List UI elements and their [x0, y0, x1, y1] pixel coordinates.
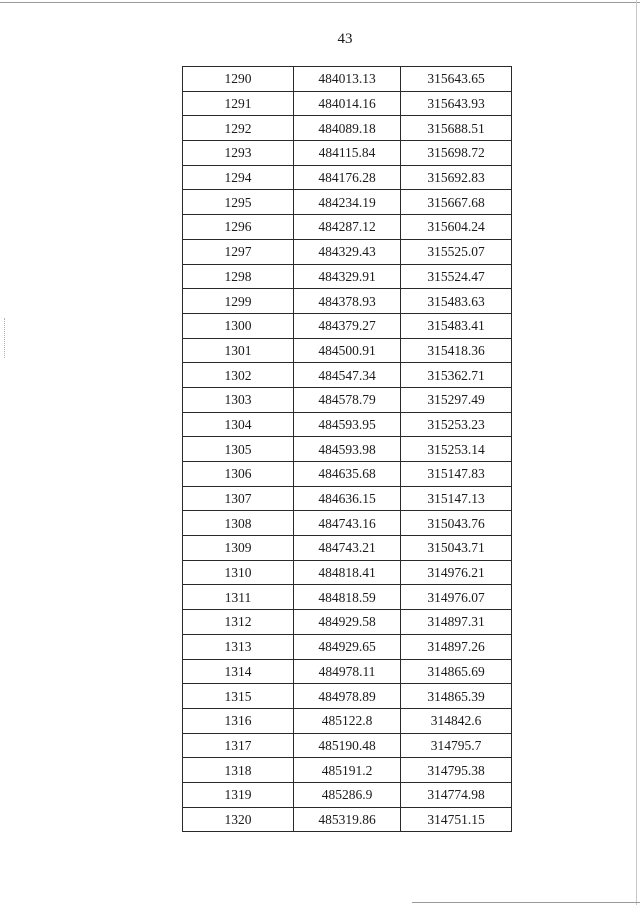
y-coordinate-cell: 315043.76: [401, 511, 512, 536]
y-coordinate-cell: 315643.93: [401, 91, 512, 116]
y-coordinate-cell: 315147.83: [401, 462, 512, 487]
point-number-cell: 1315: [183, 684, 294, 709]
x-coordinate-cell: 484929.58: [294, 610, 401, 635]
table-row: [183, 363, 512, 388]
y-coordinate-cell: 314865.69: [401, 659, 512, 684]
y-coordinate-cell: 315524.47: [401, 264, 512, 289]
point-number-cell: 1312: [183, 610, 294, 635]
table-row: [183, 486, 512, 511]
point-number-cell: 1311: [183, 585, 294, 610]
table-row: [183, 165, 512, 190]
x-coordinate-cell: 485122.8: [294, 708, 401, 733]
y-coordinate-cell: 315483.63: [401, 289, 512, 314]
page-edge-left: [4, 318, 5, 358]
x-coordinate-cell: 485190.48: [294, 733, 401, 758]
x-coordinate-cell: 484636.15: [294, 486, 401, 511]
x-coordinate-cell: 484013.13: [294, 67, 401, 92]
table-row: [183, 141, 512, 166]
point-number-cell: 1309: [183, 536, 294, 561]
y-coordinate-cell: 315525.07: [401, 239, 512, 264]
point-number-cell: 1306: [183, 462, 294, 487]
table-row: [183, 313, 512, 338]
y-coordinate-cell: 314976.07: [401, 585, 512, 610]
x-coordinate-cell: 484500.91: [294, 338, 401, 363]
table-row: [183, 807, 512, 832]
x-coordinate-cell: 485286.9: [294, 782, 401, 807]
point-number-cell: 1310: [183, 560, 294, 585]
x-coordinate-cell: 484234.19: [294, 190, 401, 215]
x-coordinate-cell: 484818.41: [294, 560, 401, 585]
y-coordinate-cell: 315483.41: [401, 313, 512, 338]
x-coordinate-cell: 484329.91: [294, 264, 401, 289]
y-coordinate-cell: 315643.65: [401, 67, 512, 92]
coordinates-table: [182, 66, 512, 832]
table-row: [183, 387, 512, 412]
x-coordinate-cell: 484743.21: [294, 536, 401, 561]
y-coordinate-cell: 315604.24: [401, 215, 512, 240]
table-row: [183, 758, 512, 783]
point-number-cell: 1307: [183, 486, 294, 511]
y-coordinate-cell: 315253.14: [401, 437, 512, 462]
y-coordinate-cell: 315688.51: [401, 116, 512, 141]
table-row: [183, 116, 512, 141]
y-coordinate-cell: 314795.7: [401, 733, 512, 758]
point-number-cell: 1300: [183, 313, 294, 338]
y-coordinate-cell: 315253.23: [401, 412, 512, 437]
y-coordinate-cell: 315147.13: [401, 486, 512, 511]
point-number-cell: 1293: [183, 141, 294, 166]
y-coordinate-cell: 314842.6: [401, 708, 512, 733]
x-coordinate-cell: 484379.27: [294, 313, 401, 338]
table-row: [183, 412, 512, 437]
point-number-cell: 1316: [183, 708, 294, 733]
x-coordinate-cell: 484578.79: [294, 387, 401, 412]
table-row: [183, 536, 512, 561]
point-number-cell: 1292: [183, 116, 294, 141]
point-number-cell: 1318: [183, 758, 294, 783]
x-coordinate-cell: 484635.68: [294, 462, 401, 487]
y-coordinate-cell: 315692.83: [401, 165, 512, 190]
x-coordinate-cell: 485191.2: [294, 758, 401, 783]
page-edge-right: [636, 0, 637, 905]
y-coordinate-cell: 314897.31: [401, 610, 512, 635]
coordinates-table-body: [183, 67, 512, 832]
table-row: [183, 634, 512, 659]
point-number-cell: 1314: [183, 659, 294, 684]
table-row: [183, 684, 512, 709]
y-coordinate-cell: 315698.72: [401, 141, 512, 166]
point-number-cell: 1319: [183, 782, 294, 807]
table-row: [183, 659, 512, 684]
y-coordinate-cell: 315418.36: [401, 338, 512, 363]
x-coordinate-cell: 484176.28: [294, 165, 401, 190]
point-number-cell: 1317: [183, 733, 294, 758]
x-coordinate-cell: 484978.11: [294, 659, 401, 684]
page-edge-bottom: [412, 902, 640, 903]
x-coordinate-cell: 484329.43: [294, 239, 401, 264]
y-coordinate-cell: 314795.38: [401, 758, 512, 783]
x-coordinate-cell: 485319.86: [294, 807, 401, 832]
point-number-cell: 1308: [183, 511, 294, 536]
point-number-cell: 1313: [183, 634, 294, 659]
y-coordinate-cell: 315043.71: [401, 536, 512, 561]
table-row: [183, 264, 512, 289]
point-number-cell: 1304: [183, 412, 294, 437]
y-coordinate-cell: 314976.21: [401, 560, 512, 585]
x-coordinate-cell: 484978.89: [294, 684, 401, 709]
page-number: 43: [337, 31, 353, 47]
y-coordinate-cell: 315362.71: [401, 363, 512, 388]
page-edge-top: [0, 2, 640, 3]
table-row: [183, 437, 512, 462]
y-coordinate-cell: 314774.98: [401, 782, 512, 807]
x-coordinate-cell: 484547.34: [294, 363, 401, 388]
point-number-cell: 1302: [183, 363, 294, 388]
table-row: [183, 215, 512, 240]
table-row: [183, 239, 512, 264]
table-row: [183, 67, 512, 92]
point-number-cell: 1297: [183, 239, 294, 264]
y-coordinate-cell: 314865.39: [401, 684, 512, 709]
point-number-cell: 1305: [183, 437, 294, 462]
table-row: [183, 190, 512, 215]
point-number-cell: 1301: [183, 338, 294, 363]
x-coordinate-cell: 484287.12: [294, 215, 401, 240]
x-coordinate-cell: 484089.18: [294, 116, 401, 141]
table-row: [183, 338, 512, 363]
x-coordinate-cell: 484378.93: [294, 289, 401, 314]
x-coordinate-cell: 484743.16: [294, 511, 401, 536]
x-coordinate-cell: 484014.16: [294, 91, 401, 116]
table-row: [183, 91, 512, 116]
point-number-cell: 1291: [183, 91, 294, 116]
x-coordinate-cell: 484818.59: [294, 585, 401, 610]
table-row: [183, 733, 512, 758]
point-number-cell: 1295: [183, 190, 294, 215]
table-row: [183, 708, 512, 733]
x-coordinate-cell: 484593.95: [294, 412, 401, 437]
table-row: [183, 610, 512, 635]
y-coordinate-cell: 314751.15: [401, 807, 512, 832]
point-number-cell: 1290: [183, 67, 294, 92]
point-number-cell: 1320: [183, 807, 294, 832]
table-row: [183, 782, 512, 807]
point-number-cell: 1303: [183, 387, 294, 412]
y-coordinate-cell: 315667.68: [401, 190, 512, 215]
point-number-cell: 1294: [183, 165, 294, 190]
y-coordinate-cell: 315297.49: [401, 387, 512, 412]
table-row: [183, 289, 512, 314]
table-row: [183, 585, 512, 610]
point-number-cell: 1299: [183, 289, 294, 314]
y-coordinate-cell: 314897.26: [401, 634, 512, 659]
point-number-cell: 1296: [183, 215, 294, 240]
table-row: [183, 560, 512, 585]
x-coordinate-cell: 484929.65: [294, 634, 401, 659]
table-row: [183, 462, 512, 487]
x-coordinate-cell: 484115.84: [294, 141, 401, 166]
x-coordinate-cell: 484593.98: [294, 437, 401, 462]
point-number-cell: 1298: [183, 264, 294, 289]
table-row: [183, 511, 512, 536]
